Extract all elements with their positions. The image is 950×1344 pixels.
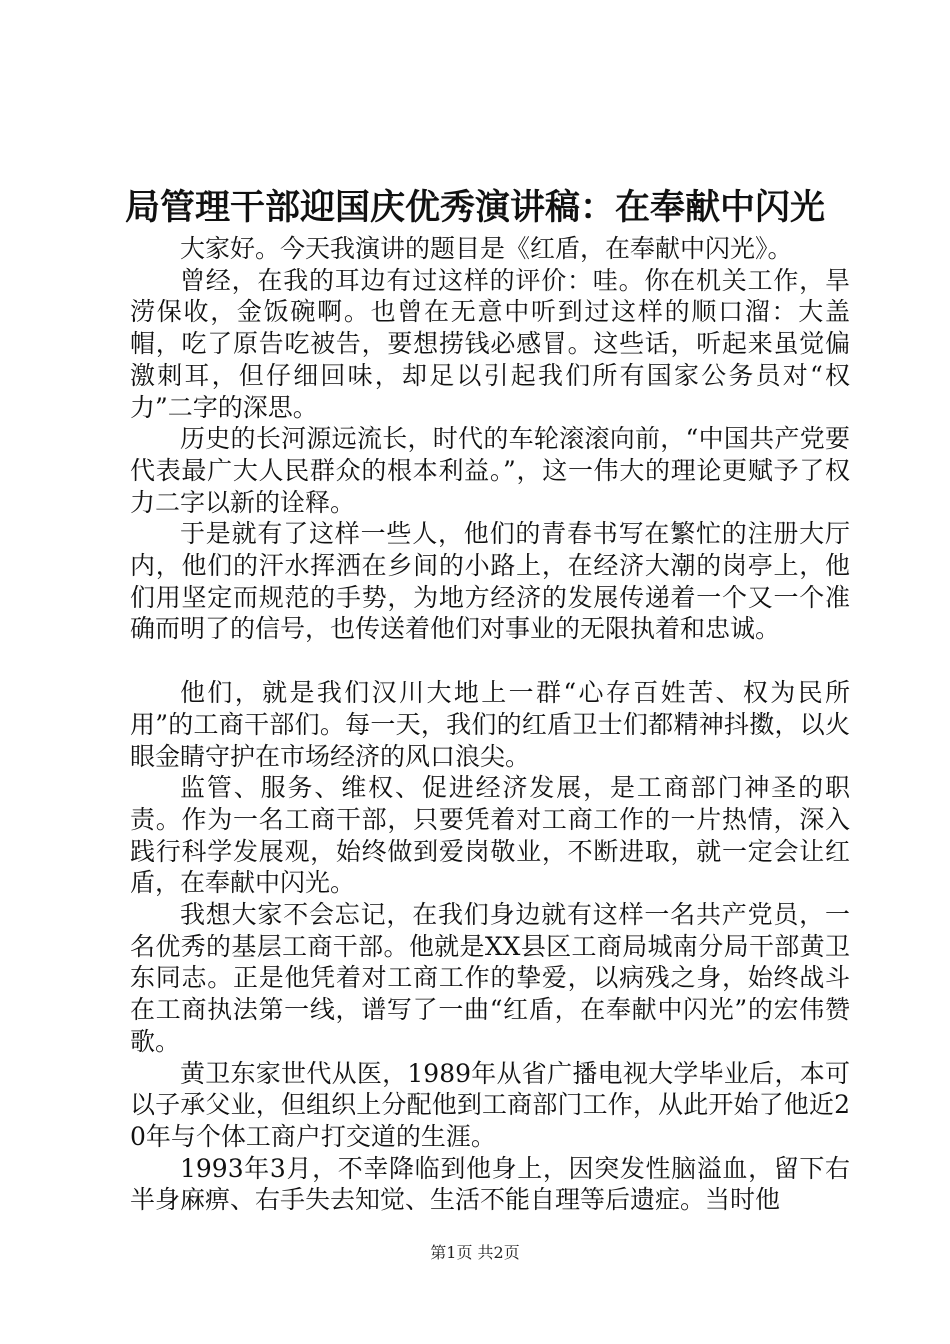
- document-title: 局管理干部迎国庆优秀演讲稿：在奉献中闪光: [124, 187, 825, 228]
- paragraph: 1993年3月，不幸降临到他身上，因突发性脑溢血，留下右半身麻痹、右手失去知觉、生活不能自理等后遗症。当时他: [130, 1153, 850, 1215]
- document-body: [130, 233, 850, 1216]
- paragraph: 我想大家不会忘记，在我们身边就有这样一名共产党员，一名优秀的基层工商干部。他就是XX县区工商局城南分局干部黄卫东同志。正是他凭着对工商工作的挚爱，以病残之身，始终战斗在工商执法第一线，谱写了一曲“红盾，在奉献中闪光”的宏伟赞歌。: [130, 900, 850, 1056]
- paragraph: 监管、服务、维权、促进经济发展，是工商部门神圣的职责。作为一名工商干部，只要凭着对工商工作的一片热情，深入践行科学发展观，始终做到爱岗敬业，不断进取，就一定会让红盾，在奉献中闪光。: [130, 773, 850, 898]
- paragraph: 他们，就是我们汉川大地上一群“心存百姓苦、权为民所用”的工商干部们。每一天，我们的红盾卫士们都精神抖擞，以火眼金睛守护在市场经济的风口浪尖。: [130, 678, 850, 771]
- paragraph: 黄卫东家世代从医，1989年从省广播电视大学毕业后，本可以子承父业，但组织上分配他到工商部门工作，从此开始了他近20年与个体工商户打交道的生涯。: [130, 1058, 850, 1151]
- page-number-footer: 第1页 共2页: [430, 1243, 520, 1262]
- paragraph: 曾经，在我的耳边有过这样的评价：哇。你在机关工作，旱涝保收，金饭碗啊。也曾在无意中听到过这样的顺口溜：大盖帽，吃了原告吃被告，要想捞钱必感冒。这些话，听起来虽觉偏激刺耳，但仔细回味，却足以引起我们所有国家公务员对“权力”二字的深思。: [130, 265, 850, 422]
- paragraph: 于是就有了这样一些人，他们的青春书写在繁忙的注册大厅内，他们的汗水挥洒在乡间的小路上，在经济大潮的岗亭上，他们用坚定而规范的手势，为地方经济的发展传递着一个又一个准确而明了的信号，也传送着他们对事业的无限执着和忠诚。: [130, 519, 850, 644]
- paragraph: 历史的长河源远流长，时代的车轮滚滚向前，“中国共产党要代表最广大人民群众的根本利益。”，这一伟大的理论更赋予了权力二字以新的诠释。: [130, 424, 850, 517]
- paragraph: 大家好。今天我演讲的题目是《红盾，在奉献中闪光》。: [180, 234, 793, 263]
